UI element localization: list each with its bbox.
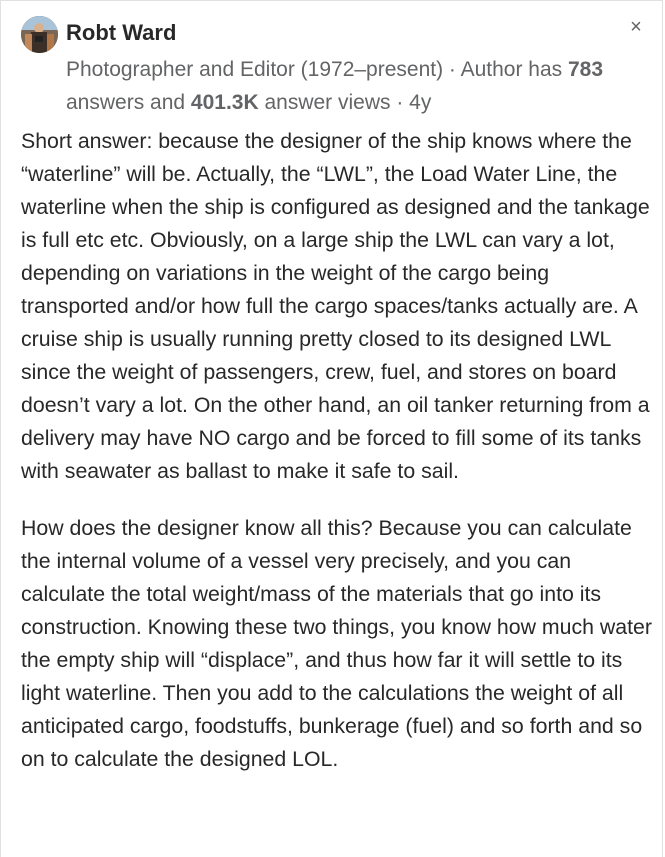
answers-label: answers and <box>66 91 191 114</box>
close-icon[interactable]: × <box>630 16 642 38</box>
views-count: 401.3K <box>190 91 259 114</box>
credential-text: Photographer and Editor (1972–present) · Author has <box>66 58 568 81</box>
author-avatar[interactable] <box>21 16 58 53</box>
answers-count: 783 <box>568 58 604 81</box>
avatar-photo-icon <box>21 16 58 53</box>
author-name[interactable]: Robt Ward <box>66 20 177 45</box>
views-label: answer views · 4y <box>258 91 432 114</box>
answer-paragraph: Short answer: because the designer of the ship knows where the “waterline” will be. Actually, the “LWL”, the Load Water Line, the waterline when the ship is configured as designed and the tankage is full etc etc. Obviously, on a large ship the LWL can vary a lot, depending on variations in the weight of the cargo being transported and/or how full the cargo spaces/tanks actually are. A cruise ship is usually running pretty closed to its designed LWL since the weight of passengers, crew, fuel, and stores on board doesn’t vary a lot. On the other hand, an oil tanker returning from a delivery may have NO cargo and be forced to fill some of its tanks with seawater as ballast to make it safe to sail. <box>21 129 650 483</box>
answer-body <box>21 125 653 800</box>
answer-paragraph: How does the designer know all this? Because you can calculate the internal volume of a vessel very precisely, and you can calculate the total weight/mass of the materials that go into its construction. Knowing these two things, you know how much water the empty ship will “displace”, and thus how far it will settle to its light waterline. Then you add to the calculations the weight of all anticipated cargo, foodstuffs, bunkerage (fuel) and so forth and so on to calculate the designed LOL. <box>21 516 652 771</box>
author-credential <box>66 53 626 119</box>
